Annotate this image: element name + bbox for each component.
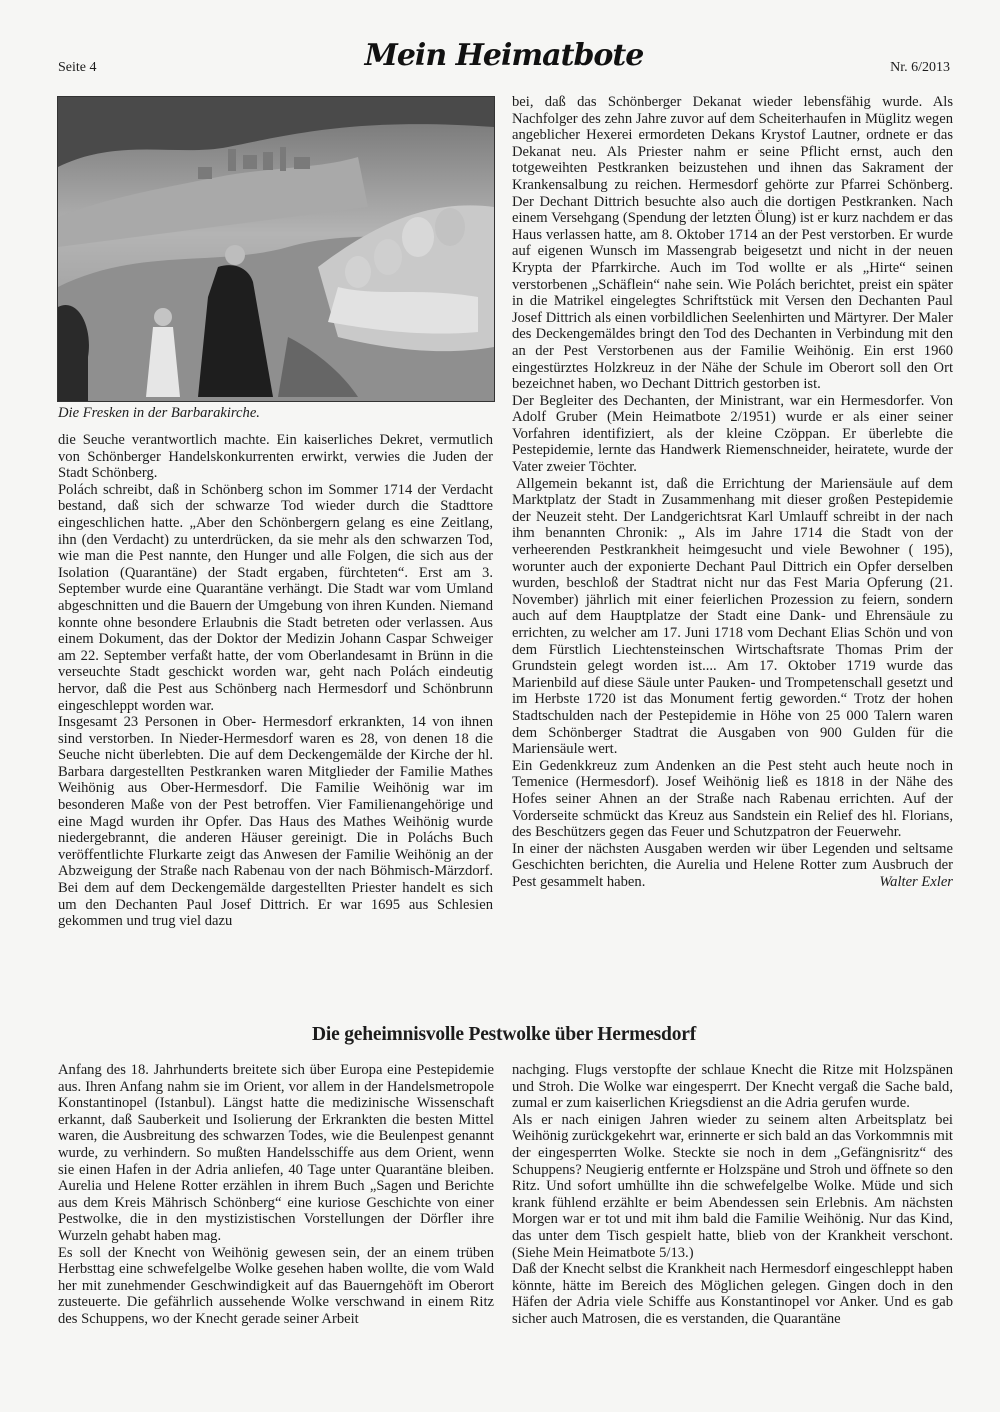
paragraph: Polách schreibt, daß in Schönberg schon im Sommer 1714 der Verdacht bestand, daß sich der schwarze Tod wieder durch die Stadttore eingeschlichen hatte. „Aber den Schönbergern gelang es eine Zeitlang, ihn (den Verdacht) zu unterdrücken, da sie mehr als den schwarzen Tod, wie man die Pest nannte, den Hunger und alle Folgen, die sich aus der Isolation (Quarantäne) der Stadt ergaben, fürchteten“. Erst am 3. September wurde eine Quarantäne verhängt. Die Stadt war vom Umland abgeschnitten und die Bauern der Umgebung von ihren Kunden. Niemand konnte ohne besondere Erlaubnis die Stadt betreten oder verlassen. Aus einem Dokument, das der Doktor der Medizin Johann Caspar Schweiger am 22. September verfaßt hatte, der vom Oberlandesamt in Brünn in die verseuchte Stadt geschickt worden war, geht nach Polách eindeutig hervor, daß die Pest aus Schönberg nach Hermesdorf und Schönbrunn eingeschleppt worden war. [58,481,493,714]
photo-caption: Die Fresken in der Barbarakirche. [58,405,260,421]
paragraph: bei, daß das Schönberger Dekanat wieder lebensfähig wurde. Als Nachfolger des zehn Jahre zuvor auf dem Scheiterhaufen in Müglitz wegen angeblicher Hexerei ermordeten Dekans Krystof Lautner, ordnete er das Dekanat neu. Als Priester nahm er seine Pflicht ernst, auch den totgeweihten Pestkranken beizustehen und ihnen das Sakrament der Krankensalbung zu reichen. Hermesdorf gehörte zur Pfarrei Schönberg. Der Dechant Dittrich besuchte also auch die dortigen Pestkranken. Nach einem Versehgang (Spendung der letzten Ölung) ist er kurz nachdem er das Haus verlassen hatte, am 8. Oktober 1714 an der Pest verstorben. Er wurde auf eigenen Wunsch im Massengrab beigesetzt und nicht in der neuen Krypta der Pfarrkirche. Auch im Tod wollte er als „Hirte“ seinen verstorbenen „Schäflein“ nahe sein. Wie Polách berichtet, preist ein später in die Matrikel eingelegtes Schriftstück mit Versen den Dechanten Paul Josef Dittrich als einen vorbildlichen Seelenhirten und Märtyrer. Der Maler des Deckengemäldes bringt den Tod des Dechanten in Verbindung mit den an der Pest Verstorbenen aus der Familie Weihönig. Ein erst 1960 eingestürztes Holzkreuz in der Nähe der Schule im Oberort soll den Ort bezeichnet haben, wo Dechant Dittrich gestorben ist. [512,94,953,393]
issue-number: Nr. 6/2013 [890,60,950,75]
paragraph: Ein Gedenkkreuz zum Andenken an die Pest steht auch heute noch in Temenice (Hermesdorf). Josef Weihönig ließ es 1818 in der Nähe des Hofes seiner Ahnen an der Straße nach Rabenau errichten. Auf der Vorderseite schmückt das Kreuz aus Sandstein ein Relief des hl. Florians, des Beschützers gegen das Feuer und Schutzpatron der Feuerwehr. [512,757,953,841]
paragraph: Daß der Knecht selbst die Krankheit nach Hermesdorf eingeschleppt haben könnte, hätte im Bereich des Möglichen gelegen. Gingen doch in den Häfen der Adria viele Schiffe aus Konstantinopel vor Anker. Und es gab sicher auch Matrosen, die es verstanden, die Quarantäne [512,1261,953,1327]
paragraph: Als er nach einigen Jahren wieder zu seinem alten Arbeitsplatz bei Weihönig zurückgekehrt war, erinnerte er sich bald an das Vorkommnis mit der eingesperrten Wolke. Steckte sie noch in dem „Gefängnisritz“ des Schuppens? Neugierig entfernte er Holzspäne und Stroh und öffnete so den Ritz. Und sofort umhüllte ihn die schwefelgelbe Wolke. Müde und sich krank fühlend erzählte er beim Abendessen sein Erlebnis. Am nächsten Morgen war er tot und mit ihm bald die Familie Weihönig. Nur das Kind, das unter dem Tisch gespielt hatte, blieb von der Krankheit verschont. (Siehe Mein Heimatbote 5/13.) [512,1111,953,1261]
paragraph: Allgemein bekannt ist, daß die Errichtung der Mariensäule auf dem Marktplatz der Stadt in Zusammenhang mit dieser großen Pestepidemie der Neuzeit steht. Der Landgerichtsrat Karl Umlauff schreibt in der nach ihm benannten Chronik: „ Als im Jahre 1714 die Stadt von der verheerenden Pestkrankheit heimgesucht und viele Bewohner ( 195), worunter auch der exponierte Dechant Paul Dittrich ein Opfer derselben wurden, beschloß der Stadtrat nicht nur das Fest Maria Opferung (21. November) jährlich mit einer feierlichen Prozession zu feiern, sondern auch auf dem Hauptplatze der Stadt eine Dank- und Ehrensäule zu errichten, zu welcher am 17. Juni 1718 vom Dechant Elias Schön und von dem Fürstlich Liechtensteinschen Wirtschaftsrate Thomas Prim der Grundstein gelegt worden ist.... Am 17. Oktober 1719 wurde das Marienbild auf diese Säule unter Pauken- und Trompetenschall gesetzt und im Herbste 1720 ist das Monument fertig geworden.“ Trotz der hohen Stadtschulden nach der Pestepidemie in Höhe von 25 000 Talern waren dem Schönberger Stadtrat die Ausgaben von 900 Gulden für die Mariensäule wert. [512,475,953,758]
masthead-title: Mein Heimatbote [364,38,644,73]
paragraph: Es soll der Knecht von Weihönig gewesen sein, der an einem trüben Herbsttag eine schwefelgelbe Wolke gesehen haben wollte, die vom Wald her mit zunehmender Geschwindigkeit auf das Bauerngehöft im Oberort zusteuerte. Die gefährlich aussehende Wolke verschwand in einem Ritz des Schuppens, wo der Knecht gerade seiner Arbeit [58,1244,494,1327]
paragraph-with-byline [512,841,953,891]
second-article-right-column [512,1062,953,1328]
paragraph: Der Begleiter des Dechanten, der Ministrant, war ein Hermesdorfer. Von Adolf Gruber (Mein Heimatbote 2/1951) wurde er als einer seiner Vorfahren identifiziert, als der kleine Czöppan. Er überlebte die Pestepidemie, lernte das Handwerk Riemenschneider, heiratete, wurde der Vater zweier Töchter. [512,392,953,476]
fresco-illustration [58,97,494,401]
paragraph: nachging. Flugs verstopfte der schlaue Knecht die Ritze mit Holzspänen und Stroh. Die Wolke war eingesperrt. Der Knecht vergaß die Sache bald, zumal er zum kaiserlichen Kriegsdienst an die Adria gerufen wurde. [512,1062,953,1112]
paragraph: In einer der nächsten Ausgaben werden wir über Legenden und seltsame Geschichten berichten, die Aurelia und Helene Rotter zum Ausbruch der Pest gesammelt haben. [512,840,953,890]
second-article-left-column [58,1062,494,1328]
paragraph: Insgesamt 23 Personen in Ober- Hermesdorf erkrankten, 14 von ihnen sind verstorben. In Nieder-Hermesdorf waren es 28, von denen 18 die Seuche nicht überlebten. Die auf dem Deckengemälde der Kirche der hl. Barbara dargestellten Pestkranken waren Mitglieder der Familie Mathes Weihönig aus Ober-Hermesdorf. Die Familie Weihönig war im besonderen Maße von der Pest betroffen. Vier Familienangehörige und eine Magd wurden ihr Opfer. Das Haus des Mathes Weihönig wurde niedergebrannt, die anderen Häuser gereinigt. Die in Poláchs Buch veröffentlichte Flurkarte zeigt das Anwesen der Familie Weihönig an der Abzweigung der Straße nach Rabenau von der nach Böhmisch-Märzdorf. Bei dem auf dem Deckengemälde dargestellten Priester handelt es sich um den Dechanten Paul Josef Dittrich. Er war 1695 aus Schlesien gekommen und trug viel dazu [58,714,493,930]
article-headline: Die geheimnisvolle Pestwolke über Hermesdorf [311,1024,697,1045]
fresco-photo [57,96,495,402]
paragraph: Anfang des 18. Jahrhunderts breitete sich über Europa eine Pestepidemie aus. Ihren Anfang nahm sie im Orient, vor allem in der Handelsmetropole Konstantinopel (Istanbul). Längst hatte die medizinische Wissenschaft erkannt, daß Sauberkeit und Isolierung der Erkrankten die besten Mittel waren, die Ausbreitung des schwarzen Todes, wie die Beulenpest genannt wurde, zu verhindern. So mußten Handelsschiffe aus dem Orient, wenn sie einen Hafen in der Adria anliefen, 40 Tage unter Quarantäne bleiben. Aurelia und Helene Rotter erzählen in ihrem Buch „Sagen und Berichte aus dem Kreis Mährisch Schönberg“ eine kuriose Geschichte von einer Pestwolke, die in den mystizistischen Vorstellungen der Dörfler ihre Wurzeln gehabt haben mag. [58,1062,494,1244]
author-byline: Walter Exler [879,873,953,890]
article-right-column [512,94,953,891]
article-left-column [58,432,493,930]
page-number: Seite 4 [58,60,97,75]
page-header [58,38,950,78]
paragraph: die Seuche verantwortlich machte. Ein kaiserliches Dekret, vermutlich von Schönberger Handelskonkurrenten erwirkt, verwies die Juden der Stadt Schönberg. [58,432,493,482]
